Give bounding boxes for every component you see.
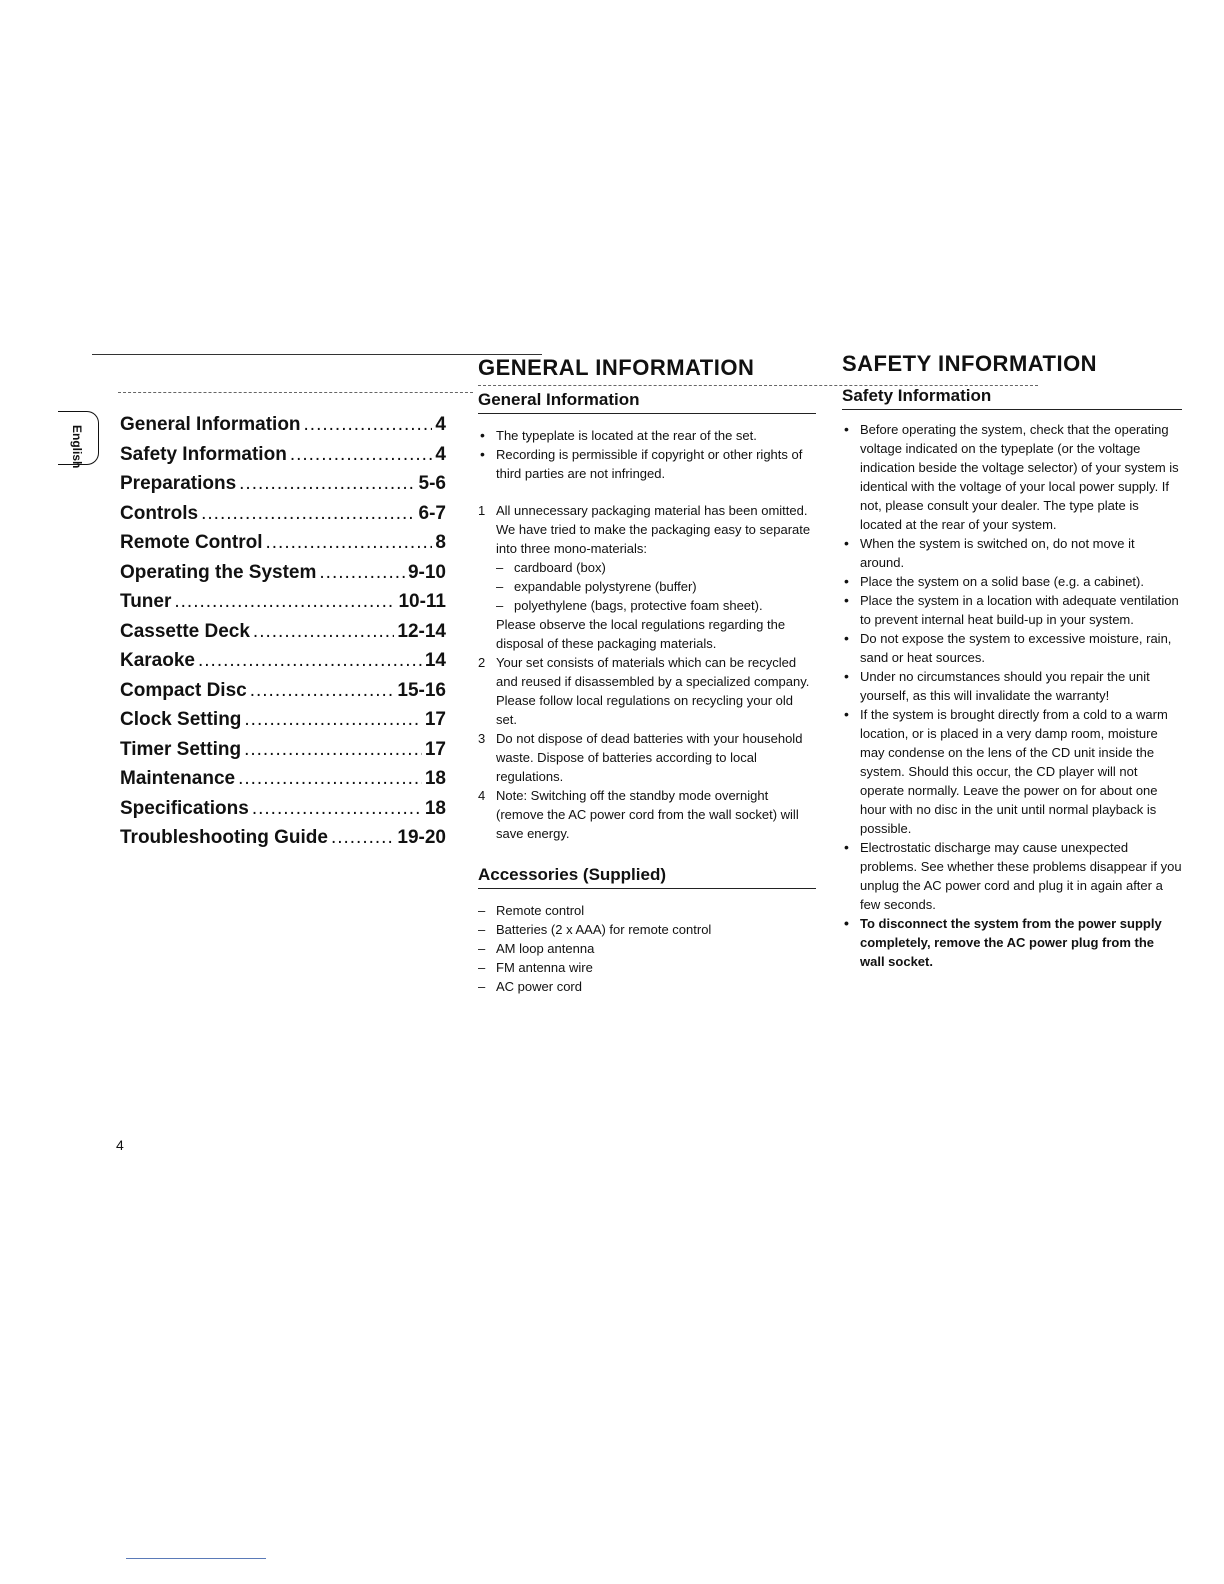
toc-leader	[331, 827, 394, 849]
toc-entry	[120, 414, 446, 444]
materials-note: Please observe the local regulations regarding the disposal of these packaging materials.	[496, 617, 786, 651]
header-dash-left	[118, 392, 473, 393]
toc-entry	[120, 562, 446, 592]
general-bullet: • The typeplate is located at the rear of the set.	[478, 426, 816, 445]
toc-entry	[120, 532, 446, 562]
toc-entry	[120, 591, 446, 621]
material-item: – cardboard (box)	[496, 558, 816, 577]
toc-page: 12-14	[397, 620, 446, 642]
toc-leader	[304, 414, 433, 436]
toc-title: Karaoke	[120, 650, 195, 671]
language-tab-label: English	[70, 425, 84, 469]
toc-entry	[120, 709, 446, 739]
toc-leader	[244, 709, 421, 731]
toc-page: 14	[424, 650, 446, 671]
toc-page: 15-16	[397, 679, 446, 701]
toc-title: Maintenance	[120, 768, 236, 789]
page-heading-safety: SAFETY INFORMATION	[842, 351, 1098, 376]
toc-entry	[120, 650, 446, 680]
accessory-item: – AC power cord	[478, 977, 816, 996]
toc-leader	[252, 798, 422, 820]
toc-page: 17	[424, 738, 446, 760]
toc-entry	[120, 503, 446, 533]
toc-title: Cassette Deck	[120, 620, 250, 642]
toc-entry	[120, 473, 446, 503]
toc-leader	[201, 503, 415, 525]
item-number: 1	[478, 503, 486, 518]
safety-bullet: • Electrostatic discharge may cause unexpected problems. See whether these problems disappear if you unplug the AC power cord and plug it in again after a few seconds.	[842, 838, 1182, 914]
toc-page: 4	[435, 414, 446, 435]
toc-page: 17	[424, 709, 446, 730]
toc-entry	[120, 827, 446, 857]
toc-entry	[120, 798, 446, 828]
section-heading-safety: Safety Information	[842, 386, 1182, 410]
numbered-item	[478, 501, 816, 653]
page-number: 4	[116, 1137, 124, 1153]
accessory-item: – AM loop antenna	[478, 939, 816, 958]
toc-page: 18	[424, 768, 446, 789]
toc-title: Controls	[120, 502, 199, 524]
language-tab	[58, 411, 99, 469]
toc-title: Compact Disc	[120, 679, 247, 701]
toc-entry	[120, 768, 446, 798]
toc-entry	[120, 680, 446, 710]
toc-leader	[198, 650, 422, 672]
general-bullet: • Recording is permissible if copyright or other rights of third parties are not infringed.	[478, 445, 816, 483]
safety-bullets	[842, 420, 1182, 971]
item-text: All unnecessary packaging material has been omitted. We have tried to make the packaging easy to separate into three mono-materials:	[496, 503, 811, 556]
safety-bullet: • When the system is switched on, do not move it around.	[842, 534, 1182, 572]
toc-leader	[290, 444, 433, 466]
toc-title: Timer Setting	[120, 738, 242, 760]
safety-bullet: • Do not expose the system to excessive moisture, rain, sand or heat sources.	[842, 629, 1182, 667]
safety-bullet: • Under no circumstances should you repair the unit yourself, as this will invalidate the warranty!	[842, 667, 1182, 705]
toc-leader	[253, 621, 394, 643]
toc-leader	[319, 562, 405, 584]
toc-title: Specifications	[120, 797, 249, 819]
item-number: 2	[478, 655, 486, 670]
toc-entry	[120, 739, 446, 769]
toc-page: 18	[424, 797, 446, 819]
footer-rule	[126, 1558, 266, 1559]
toc-title: Operating the System	[120, 561, 317, 583]
toc-entry	[120, 621, 446, 651]
toc-leader	[266, 532, 433, 554]
item-text: Your set consists of materials which can be recycled and reused if disassembled by a specialized company. Please follow local regulations on recycling your old set.	[496, 655, 810, 727]
item-text: Note: Switching off the standby mode overnight (remove the AC power cord from the wall socket) will save energy.	[496, 788, 799, 841]
toc-leader	[238, 768, 422, 790]
table-of-contents	[120, 414, 446, 857]
accessory-item: – FM antenna wire	[478, 958, 816, 977]
numbered-item	[478, 653, 816, 729]
material-item: – expandable polystyrene (buffer)	[496, 577, 816, 596]
materials-list	[496, 558, 816, 615]
numbered-item	[478, 786, 816, 843]
page-heading-general: GENERAL INFORMATION	[478, 355, 755, 380]
toc-title: Clock Setting	[120, 709, 242, 730]
accessory-item: – Remote control	[478, 901, 816, 920]
general-bullets	[478, 426, 816, 483]
toc-leader	[239, 473, 415, 495]
safety-information-column	[842, 351, 1182, 971]
safety-bullet: • Place the system on a solid base (e.g. a cabinet).	[842, 572, 1182, 591]
toc-title: Troubleshooting Guide	[120, 827, 328, 848]
toc-leader	[244, 739, 422, 761]
toc-page: 4	[435, 443, 446, 465]
header-rule	[92, 354, 542, 355]
safety-bullet: • Before operating the system, check that the operating voltage indicated on the typeplate (or the voltage indication beside the voltage selector) of your system is identical with the voltage of your local power supply. If not, please consult your dealer. The type plate is located at the rear of your system.	[842, 420, 1182, 534]
toc-page: 9-10	[407, 561, 446, 583]
toc-page: 6-7	[418, 502, 446, 524]
toc-entry	[120, 444, 446, 474]
section-heading-accessories: Accessories (Supplied)	[478, 865, 816, 889]
toc-page: 5-6	[418, 473, 446, 494]
toc-title: Preparations	[120, 473, 237, 494]
toc-leader	[250, 680, 395, 702]
material-item: – polyethylene (bags, protective foam sheet).	[496, 596, 816, 615]
item-number: 3	[478, 731, 486, 746]
safety-bullet-power-disconnect: • To disconnect the system from the power supply completely, remove the AC power plug from the wall socket.	[842, 914, 1182, 971]
general-numbered-list	[478, 501, 816, 843]
safety-bullet: • If the system is brought directly from a cold to a warm location, or is placed in a very damp room, moisture may condense on the lens of the CD unit inside the system. Should this occur, the CD player will not operate normally. Leave the power on for about one hour with no disc in the unit until normal playback is possible.	[842, 705, 1182, 838]
toc-page: 10-11	[398, 591, 446, 612]
toc-title: Safety Information	[120, 443, 287, 465]
accessory-item: – Batteries (2 x AAA) for remote control	[478, 920, 816, 939]
section-heading-general: General Information	[478, 390, 816, 414]
toc-title: Remote Control	[120, 532, 263, 553]
safety-bullet: • Place the system in a location with adequate ventilation to prevent internal heat build-up in your system.	[842, 591, 1182, 629]
numbered-item	[478, 729, 816, 786]
toc-title: Tuner	[120, 591, 172, 612]
item-number: 4	[478, 788, 486, 803]
toc-page: 8	[435, 532, 446, 553]
toc-leader	[174, 591, 395, 613]
toc-page: 19-20	[397, 827, 446, 848]
general-information-column	[478, 355, 816, 996]
toc-title: General Information	[120, 414, 301, 435]
accessories-list	[478, 901, 816, 996]
item-text: Do not dispose of dead batteries with your household waste. Dispose of batteries according to local regulations.	[496, 731, 803, 784]
